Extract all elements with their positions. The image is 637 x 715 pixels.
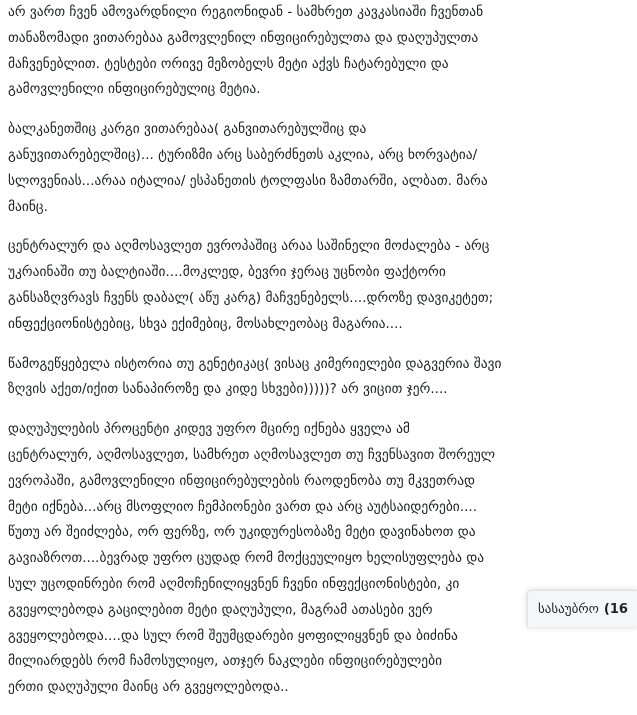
post-paragraph-2: ბალკანეთშიც კარგი ვითარებაა( განვითარებულშიც და განუვითარებელშიც)... ტურიზმი არც საბერძნეთს აკლია, არც ხორვატია/ სლოვენიას...არაა იტალია/ ესპანეთის ტოლფასი ზამთარში, ალბათ. მარა მაინც.	[8, 122, 488, 215]
post-paragraph-3: ცენტრალურ და აღმოსავლეთ ევროპაშიც არაა საშინელი მოძალება - არც უკრაინაში თუ ბალტიაში....მოკლედ, ბევრი ჯერაც უცნობი ფაქტორი განსაზღვრავს ჩვენს დაბალ( აწუ კარგ) მაჩვენებელს....დროზე დავიკეტეთ; ინფექციონისტებიც, სხვა ექიმებიც, მოსახლეობაც მაგარია....	[8, 239, 494, 332]
post-paragraph-4: წამოგეწყებელა ისტორია თუ გენეტიკაც( ვისაც კიმერიელები დაგვერია შავი ზღვის აქეთ/იქით სანაპიროზე და კიდე სხვები)))))? არ ვიცით ჯერ....	[8, 356, 502, 398]
post-paragraph-1: არ ვართ ჩვენ ამოვარდნილი რეგიონიდან - სამხრეთ კავკასიაში ჩვენთან თანაზომადი ვითარებაა გამოვლენილ ინფიცირებულთა და დაღუპულთა მაჩვენებლით. ტესტები ორივე მეზობელს მეტი აქვს ჩატარებული და გამოვლენილი ინფიცირებულიც მეტია.	[8, 5, 484, 98]
chat-tab-button[interactable]	[527, 590, 637, 627]
chat-tab-label: სასაუბრო	[538, 601, 599, 617]
post-paragraph-5: დაღუპულების პროცენტი კიდევ უფრო მცირე იქნება ყველა ამ ცენტრალურ, აღმოსავლეთ, სამხრეთ აღმოსავლეთ თუ ჩვენსავით შორეულ ევროპაში, გამოვლენილი ინფიცირებულების რაოდენობა თუ მკვეთრად მეტი იქნება...არც მსოფლიო ჩემპიონები ვართ და არც აუტსაიდერები.... წუთუ არ შეიძლება, ორ ფერზე, ორ უკიდურესობაზე მეტი დავინახოთ და გავიაზროთ....ბევრად უფრო ცუდად რომ მოქცეულიყო ხელისუფლება და სულ უცოდინრები რომ აღმოჩენილიყვნენ ჩვენი ინფექციონისტები, კი გვეყოლებოდა გაცილებით მეტი დაღუპული, მაგრამ ათასები ვერ გვეყოლებოდა....და სულ რომ შეუმცდარები ყოფილიყვნენ და ბიძინა მილიარდებს რომ ჩამოსულიყო, ათჯერ ნაკლები ინფიცირებულები ერთი დაღუპული მაინც არ გვეყოლებოდა..	[8, 422, 496, 696]
chat-tab-count: (16	[603, 601, 628, 617]
